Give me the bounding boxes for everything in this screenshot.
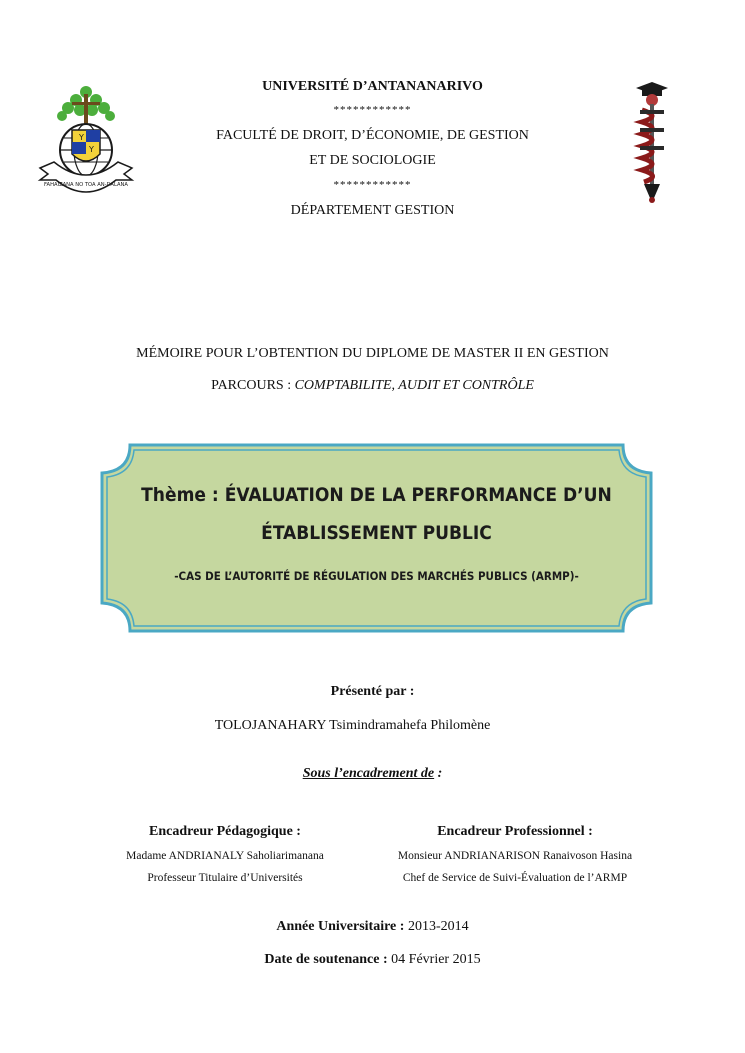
pedagogical-supervisor-title: Professeur Titulaire d’Universités <box>147 872 303 884</box>
memoire-statement: MÉMOIRE POUR L’OBTENTION DU DIPLOME DE MASTER II EN GESTION <box>136 346 609 361</box>
author-name: TOLOJANAHARY Tsimindramahefa Philomène <box>214 718 491 733</box>
academic-year-value: 2013-2014 <box>407 919 469 934</box>
theme-subtitle: -CAS DE L’AUTORITÉ DE RÉGULATION DES MARCHÉS PUBLICS (ARMP)- <box>174 569 579 583</box>
academic-year <box>150 919 595 935</box>
logo-motto: FAHAIZANA NO TOA AN-DALANA <box>44 182 128 188</box>
svg-text:Y: Y <box>89 145 94 154</box>
supervision-label <box>150 766 595 782</box>
academic-year-label: Année Universitaire : <box>276 919 408 934</box>
parcours-line <box>60 378 685 394</box>
presented-by-label: Présenté par : <box>330 684 415 699</box>
theme-title-line2: ÉTABLISSEMENT PUBLIC <box>261 522 492 544</box>
pedagogical-supervisor-heading: Encadreur Pédagogique : <box>149 824 301 839</box>
department-name: DÉPARTEMENT GESTION <box>290 203 455 218</box>
defense-date-value: 04 Février 2015 <box>391 952 481 967</box>
parcours-label: PARCOURS : <box>211 378 295 393</box>
separator-stars-2: ************ <box>333 179 412 191</box>
faculty-logo <box>630 80 674 205</box>
defense-date-label: Date de soutenance : <box>264 952 392 967</box>
professional-supervisor-name: Monsieur ANDRIANARISON Ranaivoson Hasina <box>397 850 633 862</box>
professional-supervisor-title: Chef de Service de Suivi-Évaluation de l’ARMP <box>402 872 628 884</box>
supervision-label-text: Sous l’encadrement de <box>302 766 435 781</box>
defense-date <box>150 952 595 968</box>
university-name: UNIVERSITÉ D’ANTANANARIVO <box>262 79 483 94</box>
supervision-label-colon: : <box>434 766 443 781</box>
pedagogical-supervisor-name: Madame ANDRIANALY Saholiarimanana <box>126 850 324 862</box>
professional-supervisor-heading: Encadreur Professionnel : <box>437 824 593 839</box>
separator-stars: ************ <box>333 104 412 116</box>
faculty-name-line1: FACULTÉ DE DROIT, D’ÉCONOMIE, DE GESTION <box>216 128 529 143</box>
theme-title-line1: Thème : ÉVALUATION DE LA PERFORMANCE D’UN <box>141 484 612 506</box>
university-logo <box>34 80 138 200</box>
parcours-value: COMPTABILITE, AUDIT ET CONTRÔLE <box>294 378 534 393</box>
faculty-name-line2: ET DE SOCIOLOGIE <box>309 153 436 168</box>
svg-text:Y: Y <box>79 133 84 142</box>
